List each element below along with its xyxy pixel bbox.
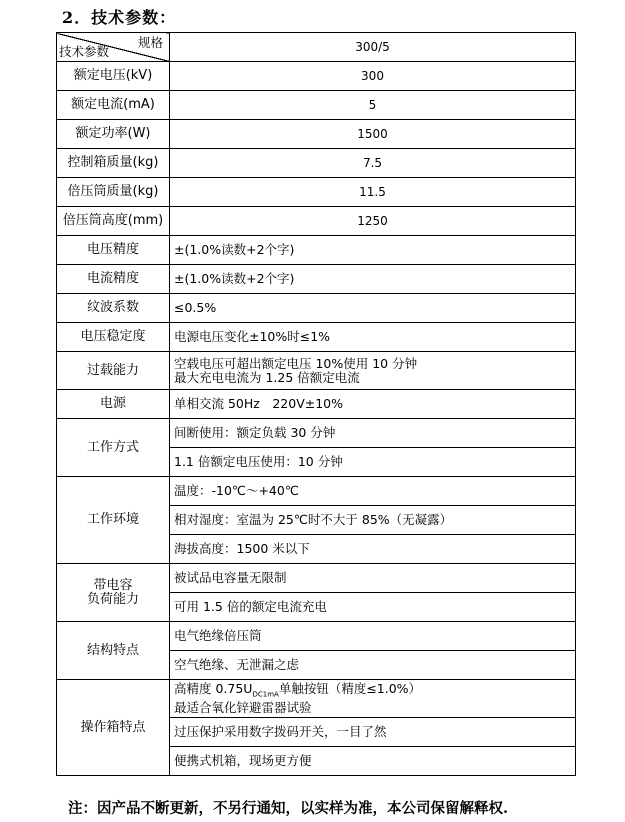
row-label: 结构特点 bbox=[57, 622, 170, 680]
row-value: ≤0.5% bbox=[170, 294, 576, 323]
row-value: 电源电压变化±10%时≤1% bbox=[170, 323, 576, 352]
corner-header-cell bbox=[57, 33, 170, 62]
table-row bbox=[57, 352, 576, 390]
row-label: 额定功率(W) bbox=[57, 120, 170, 149]
row-value: 间断使用：额定负载 30 分钟 bbox=[170, 419, 576, 448]
row-label: 过载能力 bbox=[57, 352, 170, 390]
model-cell: 300/5 bbox=[170, 33, 576, 62]
row-label: 倍压筒高度(mm) bbox=[57, 207, 170, 236]
row-label: 额定电流(mA) bbox=[57, 91, 170, 120]
table-row bbox=[57, 62, 576, 91]
overload-line-2: 最大充电电流为 1.25 倍额定电流 bbox=[174, 369, 360, 385]
row-value: 1250 bbox=[170, 207, 576, 236]
row-label: 倍压筒质量(kg) bbox=[57, 178, 170, 207]
row-label: 纹波系数 bbox=[57, 294, 170, 323]
table-row bbox=[57, 294, 576, 323]
row-label: 控制箱质量(kg) bbox=[57, 149, 170, 178]
row-label: 电流精度 bbox=[57, 265, 170, 294]
row-value: 7.5 bbox=[170, 149, 576, 178]
row-value: 相对湿度：室温为 25℃时不大于 85%（无凝露） bbox=[170, 506, 576, 535]
row-value: 空气绝缘、无泄漏之虑 bbox=[170, 651, 576, 680]
row-value: 海拔高度：1500 米以下 bbox=[170, 535, 576, 564]
row-value: 温度：-10℃～+40℃ bbox=[170, 477, 576, 506]
table-row bbox=[57, 323, 576, 352]
row-label: 工作方式 bbox=[57, 419, 170, 477]
row-value: ±(1.0%读数+2个字) bbox=[170, 265, 576, 294]
row-label bbox=[57, 564, 170, 622]
row-value: 11.5 bbox=[170, 178, 576, 207]
row-value: 便携式机箱，现场更方便 bbox=[170, 747, 576, 776]
capacitive-label-line-1: 带电容 bbox=[93, 577, 133, 593]
table-row bbox=[57, 120, 576, 149]
corner-bottom-label: 技术参数 bbox=[59, 44, 110, 59]
spec-table bbox=[56, 32, 576, 776]
row-label: 电压精度 bbox=[57, 236, 170, 265]
row-value: 1500 bbox=[170, 120, 576, 149]
row-value: 过压保护采用数字拨码开关，一目了然 bbox=[170, 718, 576, 747]
table-row bbox=[57, 207, 576, 236]
overload-line-1: 空载电压可超出额定电压 10%使用 10 分钟 bbox=[174, 355, 418, 371]
section-heading: 2．技术参数： bbox=[62, 8, 177, 27]
table-row bbox=[57, 236, 576, 265]
row-label: 电压稳定度 bbox=[57, 323, 170, 352]
row-value: 电气绝缘倍压筒 bbox=[170, 622, 576, 651]
row-label: 电源 bbox=[57, 390, 170, 419]
table-row bbox=[57, 178, 576, 207]
row-label: 额定电压(kV) bbox=[57, 62, 170, 91]
row-label: 操作箱特点 bbox=[57, 680, 170, 776]
table-row bbox=[57, 680, 576, 718]
row-value: 1.1 倍额定电压使用：10 分钟 bbox=[170, 448, 576, 477]
row-value bbox=[170, 352, 576, 390]
control-box-line-1 bbox=[174, 682, 571, 702]
table-row bbox=[57, 265, 576, 294]
corner-top-label: 规格 bbox=[137, 35, 163, 50]
control-box-line-1c: 最适合氧化锌避雷器试验 bbox=[174, 700, 312, 716]
control-box-line-1a: 高精度 0.75U bbox=[174, 680, 253, 696]
row-value bbox=[170, 680, 576, 718]
control-box-subscript: DC1mA bbox=[252, 690, 279, 699]
capacitive-label-line-2: 负荷能力 bbox=[86, 591, 139, 607]
row-value: 5 bbox=[170, 91, 576, 120]
control-box-line-1b: 单触按钮（精度≤1.0%） bbox=[278, 680, 422, 696]
table-row bbox=[57, 91, 576, 120]
row-value: 被试品电容量无限制 bbox=[170, 564, 576, 593]
table-header-row bbox=[57, 33, 576, 62]
row-label: 工作环境 bbox=[57, 477, 170, 564]
row-value: 可用 1.5 倍的额定电流充电 bbox=[170, 593, 576, 622]
table-row bbox=[57, 390, 576, 419]
table-row bbox=[57, 564, 576, 593]
row-value: 单相交流 50Hz 220V±10% bbox=[170, 390, 576, 419]
table-row bbox=[57, 622, 576, 651]
footer-note: 注：因产品不断更新，不另行通知，以实样为准，本公司保留解释权. bbox=[68, 800, 509, 817]
row-value: ±(1.0%读数+2个字) bbox=[170, 236, 576, 265]
table-row bbox=[57, 149, 576, 178]
row-value: 300 bbox=[170, 62, 576, 91]
table-row bbox=[57, 477, 576, 506]
table-row bbox=[57, 419, 576, 448]
